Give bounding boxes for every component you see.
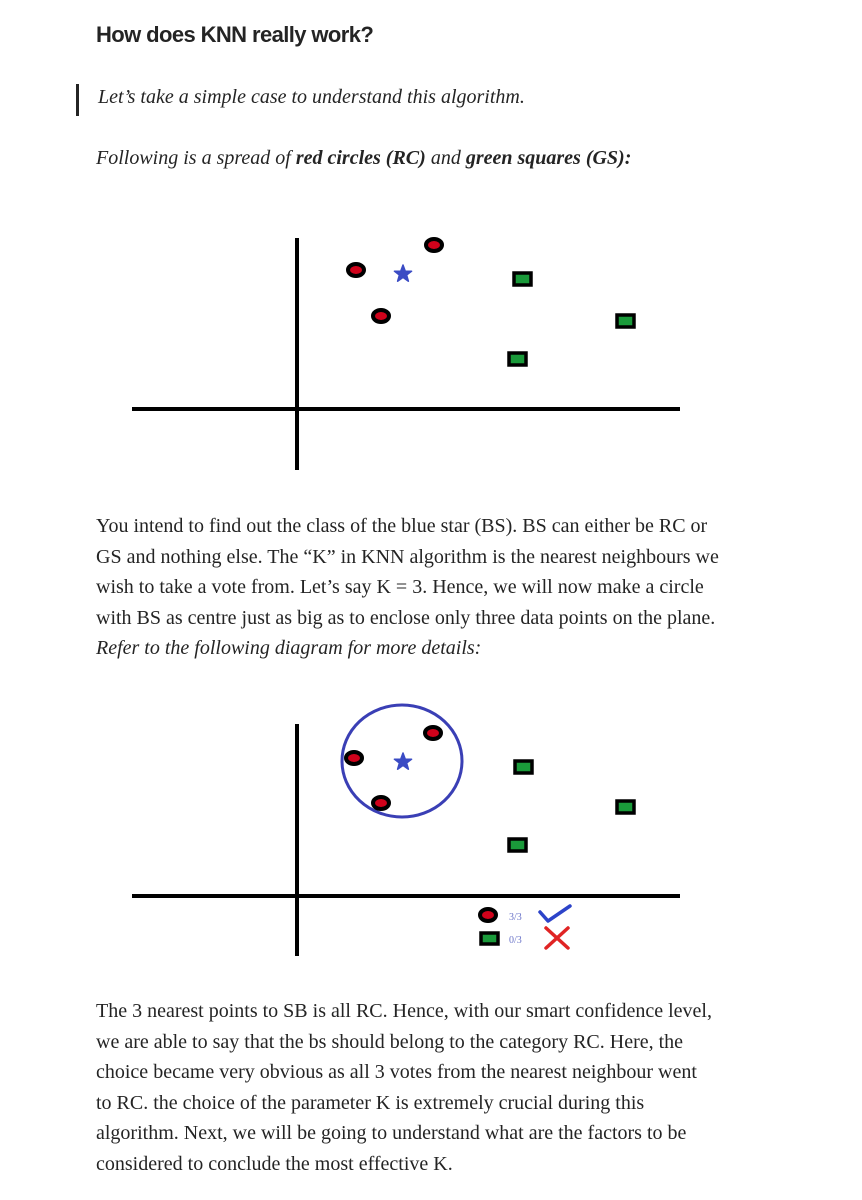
green-square-point <box>617 801 634 813</box>
text-line: wish to take a vote from. Let’s say K = 3. Hence, we will now make a circle <box>96 576 704 598</box>
intro-and: and <box>425 147 466 169</box>
article-heading: How does KNN really work? <box>96 22 374 47</box>
blockquote-text: Let’s take a simple case to understand this algorithm. <box>98 86 525 108</box>
paragraph-conclusion <box>96 996 756 1179</box>
red-circle-point <box>348 264 364 276</box>
text-line: choice became very obvious as all 3 votes from the nearest neighbour went <box>96 1061 697 1083</box>
text-line: The 3 nearest points to SB is all RC. Hence, with our smart confidence level, <box>96 1000 712 1022</box>
text-line: considered to conclude the most effective K. <box>96 1152 453 1175</box>
green-square-point <box>617 315 634 327</box>
green-square-point <box>509 839 526 851</box>
blue-star-icon <box>394 753 411 769</box>
blockquote-bar <box>76 84 79 116</box>
green-square-point <box>515 761 532 773</box>
intro-prefix: Following is a spread of <box>96 147 296 169</box>
red-circle-point <box>373 797 389 809</box>
knn-circle-diagram <box>0 700 862 960</box>
legend-green-square <box>481 933 498 944</box>
green-square-point <box>509 353 526 365</box>
intro-text <box>96 147 631 170</box>
green-square-point <box>514 273 531 285</box>
legend-gs-vote: 0/3 <box>509 935 522 946</box>
cross-mark-icon <box>546 928 568 948</box>
red-circle-point <box>425 727 441 739</box>
intro-green-term: green squares (GS): <box>465 147 632 169</box>
text-line: You intend to find out the class of the blue star (BS). BS can either be RC or <box>96 515 708 537</box>
text-line: algorithm. Next, we will be going to understand what are the factors to be <box>96 1122 687 1144</box>
check-mark-icon <box>540 906 570 921</box>
text-line: with BS as centre just as big as to enclose only three data points on the plane. <box>96 606 716 629</box>
intro-red-term: red circles (RC) <box>295 147 426 169</box>
legend-rc-vote: 3/3 <box>509 912 522 923</box>
paragraph-explanation <box>96 511 756 664</box>
text-line: we are able to say that the bs should belong to the category RC. Here, the <box>96 1030 684 1053</box>
scatter-diagram <box>0 220 862 480</box>
red-circle-point <box>373 310 389 322</box>
red-circle-point <box>426 239 442 251</box>
text-line-italic: Refer to the following diagram for more details: <box>96 637 482 659</box>
red-circle-point <box>346 752 362 764</box>
blue-star-icon <box>394 265 411 281</box>
text-line: GS and nothing else. The “K” in KNN algorithm is the nearest neighbours we <box>96 545 719 568</box>
legend-red-circle <box>480 909 496 921</box>
text-line: to RC. the choice of the parameter K is extremely crucial during this <box>96 1091 645 1114</box>
